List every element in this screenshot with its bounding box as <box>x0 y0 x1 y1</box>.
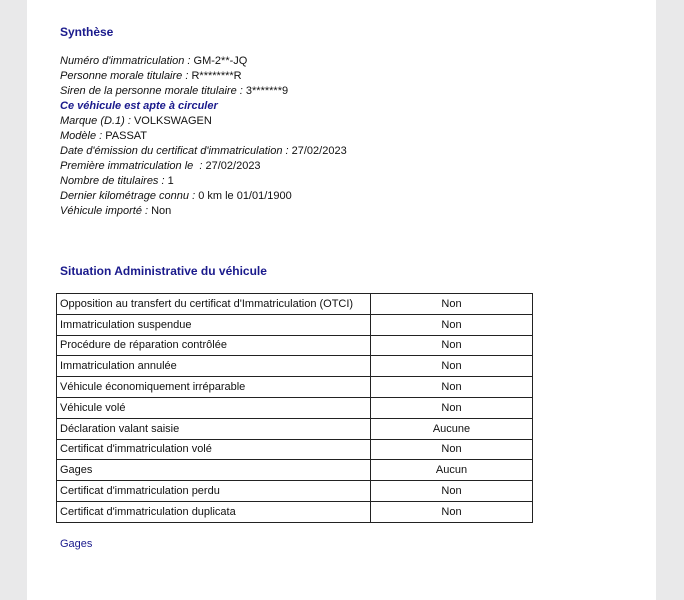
premiere-immat-label: Première immatriculation le <box>60 160 194 172</box>
dernier-km-label: Dernier kilométrage connu <box>60 190 190 202</box>
immatriculation-row: Numéro d'immatriculation : GM-2**-JQ <box>60 55 248 67</box>
premiere-immat-value: 27/02/2023 <box>205 160 261 172</box>
situation-label: Certificat d'immatriculation perdu <box>57 481 371 502</box>
synthese-title: Synthèse <box>60 25 114 39</box>
situation-label: Certificat d'immatriculation volé <box>57 439 371 460</box>
marque-value: VOLKSWAGEN <box>133 115 212 127</box>
apte-status: Ce véhicule est apte à circuler <box>60 100 218 112</box>
personne-morale-value: R********R <box>191 70 242 82</box>
gages-link[interactable]: Gages <box>60 538 93 550</box>
importe-label: Véhicule importé <box>60 205 142 217</box>
personne-morale-row: Personne morale titulaire : R********R <box>60 70 242 82</box>
date-emission-value: 27/02/2023 <box>291 145 347 157</box>
table-row <box>57 397 533 418</box>
situation-value: Non <box>371 481 533 502</box>
situation-label: Véhicule volé <box>57 397 371 418</box>
situation-value: Non <box>371 439 533 460</box>
table-row <box>57 314 533 335</box>
situation-value: Non <box>371 356 533 377</box>
premiere-immat-row: Première immatriculation le : 27/02/2023 <box>60 160 261 172</box>
situation-value: Non <box>371 294 533 315</box>
importe-value: Non <box>151 205 172 217</box>
table-row <box>57 377 533 398</box>
situation-label: Gages <box>57 460 371 481</box>
nb-titulaires-label: Nombre de titulaires <box>60 175 159 187</box>
situation-table <box>56 293 533 523</box>
synthese-info <box>60 54 347 219</box>
modele-value: PASSAT <box>105 130 148 142</box>
table-row <box>57 501 533 522</box>
date-emission-row: Date d'émission du certificat d'immatriculation : 27/02/2023 <box>60 145 347 157</box>
siren-value: 3*******9 <box>245 85 289 97</box>
nb-titulaires-value: 1 <box>167 175 174 187</box>
situation-value: Aucun <box>371 460 533 481</box>
situation-label: Immatriculation annulée <box>57 356 371 377</box>
situation-value: Non <box>371 377 533 398</box>
situation-value: Aucune <box>371 418 533 439</box>
siren-row: Siren de la personne morale titulaire : 3*******9 <box>60 85 289 97</box>
table-row <box>57 481 533 502</box>
situation-label: Immatriculation suspendue <box>57 314 371 335</box>
situation-label: Déclaration valant saisie <box>57 418 371 439</box>
table-row <box>57 335 533 356</box>
situation-value: Non <box>371 397 533 418</box>
table-row <box>57 460 533 481</box>
marque-row: Marque (D.1) : VOLKSWAGEN <box>60 115 212 127</box>
situation-value: Non <box>371 314 533 335</box>
situation-value: Non <box>371 501 533 522</box>
modele-label: Modèle <box>60 130 97 142</box>
personne-morale-label: Personne morale titulaire <box>60 70 183 82</box>
dernier-km-value: 0 km le 01/01/1900 <box>198 190 292 202</box>
apte-row <box>60 99 347 114</box>
situation-label: Opposition au transfert du certificat d'Immatriculation (OTCI) <box>57 294 371 315</box>
situation-label: Véhicule économiquement irréparable <box>57 377 371 398</box>
immatriculation-value: GM-2**-JQ <box>193 55 248 67</box>
siren-label: Siren de la personne morale titulaire <box>60 85 237 97</box>
table-row <box>57 418 533 439</box>
situation-label: Certificat d'immatriculation duplicata <box>57 501 371 522</box>
dernier-km-row: Dernier kilométrage connu : 0 km le 01/01/1900 <box>60 190 292 202</box>
marque-label: Marque (D.1) <box>60 115 125 127</box>
table-row <box>57 356 533 377</box>
modele-row: Modèle : PASSAT <box>60 130 148 142</box>
immatriculation-label: Numéro d'immatriculation <box>60 55 185 67</box>
situation-label: Procédure de réparation contrôlée <box>57 335 371 356</box>
table-row <box>57 294 533 315</box>
situation-title: Situation Administrative du véhicule <box>60 264 267 278</box>
nb-titulaires-row: Nombre de titulaires : 1 <box>60 175 174 187</box>
situation-value: Non <box>371 335 533 356</box>
date-emission-label: Date d'émission du certificat d'immatriculation <box>60 145 283 157</box>
document-page <box>27 0 656 600</box>
table-row <box>57 439 533 460</box>
importe-row: Véhicule importé : Non <box>60 205 172 217</box>
